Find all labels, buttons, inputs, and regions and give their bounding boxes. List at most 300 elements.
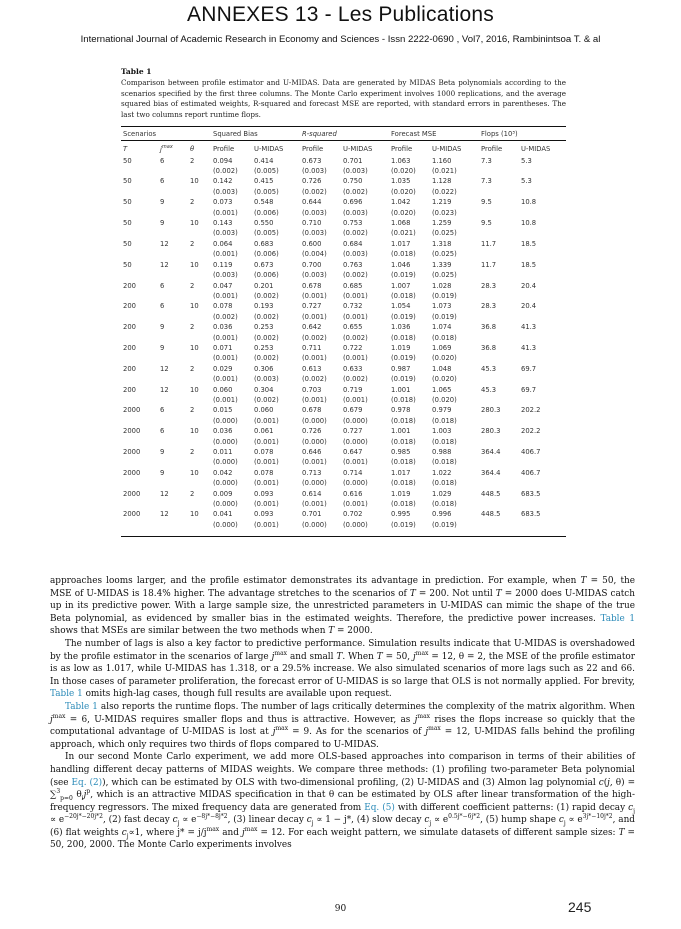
table-row	[121, 447, 566, 457]
sub-header: Profile	[213, 145, 235, 153]
table-cell: 1.063	[391, 156, 411, 165]
table-cell: 0.009	[213, 489, 233, 498]
table-cell: 1.069	[432, 343, 452, 352]
cross-reference-link[interactable]: Table 1	[600, 613, 635, 624]
cross-reference-link[interactable]: Eq. (2)	[71, 777, 103, 788]
math-symbol: j	[607, 777, 610, 788]
text-segment: ∝ e	[431, 815, 449, 826]
table-cell: 0.722	[343, 343, 363, 352]
table-cell: 10	[190, 427, 199, 436]
standard-error-cell: (0.003)	[343, 208, 368, 217]
standard-error-cell: (0.001)	[343, 312, 368, 321]
table-cell: 1.028	[432, 281, 452, 290]
table-cell: 0.093	[254, 510, 274, 519]
table-cell: 1.259	[432, 219, 452, 228]
table-cell: 200	[123, 323, 136, 332]
standard-error-cell: (0.002)	[343, 333, 368, 342]
standard-error-cell: (0.022)	[432, 187, 457, 196]
standard-error-cell: (0.021)	[432, 167, 457, 176]
table-cell: 448.5	[481, 489, 501, 498]
table-row	[121, 260, 566, 270]
standard-error-cell: (0.001)	[213, 291, 238, 300]
table-cell: 0.616	[343, 489, 363, 498]
table-cell: 0.987	[391, 364, 411, 373]
running-header: International Journal of Academic Research in Economy and Sciences - Issn 2222-0690 , Vol7, 2016, Rambinintsoa T. & al	[80, 34, 601, 45]
table-cell: 0.726	[302, 427, 322, 436]
standard-error-cell: (0.001)	[343, 500, 368, 509]
sub-header: θ	[190, 145, 195, 153]
table-cell: 0.710	[302, 219, 322, 228]
table-cell: 69.7	[521, 364, 537, 373]
table-cell: 9	[160, 448, 165, 457]
standard-error-cell: (0.002)	[343, 229, 368, 238]
table-cell: 0.644	[302, 198, 322, 207]
standard-error-cell: (0.020)	[391, 208, 416, 217]
standard-error-cell: (0.018)	[391, 500, 416, 509]
table-cell: 200	[123, 343, 136, 352]
table-cell: 10	[190, 219, 199, 228]
table-1	[121, 67, 566, 537]
table-row-standard-errors	[121, 187, 566, 197]
table-cell: 1.036	[391, 323, 411, 332]
standard-error-cell: (0.019)	[391, 354, 416, 363]
text-segment: j	[633, 807, 635, 815]
standard-error-cell: (0.003)	[254, 375, 279, 384]
standard-error-cell: (0.003)	[302, 208, 327, 217]
table-row-standard-errors	[121, 333, 566, 343]
math-symbol: j	[425, 727, 429, 738]
table-cell: 28.3	[481, 302, 497, 311]
table-cell: 0.201	[254, 281, 274, 290]
table-cell: 448.5	[481, 510, 501, 519]
standard-error-cell: (0.001)	[254, 520, 279, 529]
table-cell: 0.304	[254, 385, 274, 394]
text-segment: p=0	[60, 794, 73, 802]
table-cell: 0.726	[302, 177, 322, 186]
cross-reference-link[interactable]: Table 1	[50, 689, 83, 700]
standard-error-cell: (0.001)	[302, 500, 327, 509]
table-cell: 18.5	[521, 260, 537, 269]
standard-error-cell: (0.001)	[302, 395, 327, 404]
standard-error-cell: (0.002)	[213, 312, 238, 321]
text-segment: j	[126, 832, 129, 840]
table-cell: 0.753	[343, 219, 363, 228]
table-cell: 683.5	[521, 510, 541, 519]
table-cell: 11.7	[481, 260, 497, 269]
standard-error-cell: (0.018)	[391, 395, 416, 404]
math-symbol: T	[495, 588, 502, 599]
table-cell: 202.2	[521, 427, 541, 436]
table-cell: 0.673	[302, 156, 322, 165]
text-segment: and small	[287, 651, 337, 662]
table-cell: 12	[160, 489, 169, 498]
sub-header: U-MIDAS	[521, 145, 551, 153]
text-segment: ∝ e	[565, 815, 583, 826]
table-cell: 1.046	[391, 260, 411, 269]
table-cell: 0.614	[302, 489, 322, 498]
text-segment: ∝ e	[179, 815, 197, 826]
table-cell: 20.4	[521, 302, 537, 311]
standard-error-cell: (0.003)	[213, 229, 238, 238]
table-cell: 9	[160, 323, 165, 332]
table-cell: 45.3	[481, 385, 497, 394]
standard-error-cell: (0.018)	[391, 437, 416, 446]
table-cell: 0.015	[213, 406, 233, 415]
paragraph	[50, 701, 635, 751]
table-cell: 6	[160, 177, 165, 186]
text-segment: j	[177, 820, 180, 828]
table-row	[121, 322, 566, 332]
standard-error-cell: (0.001)	[213, 333, 238, 342]
text-segment: shows that MSEs are similar between the two methods when	[50, 626, 329, 637]
table-cell: 1.035	[391, 177, 411, 186]
table-cell: 6	[160, 302, 165, 311]
table-cell: 0.713	[302, 468, 322, 477]
table-cell: 0.683	[254, 239, 274, 248]
standard-error-cell: (0.000)	[213, 520, 238, 529]
standard-error-cell: (0.003)	[302, 271, 327, 280]
table-cell: 50	[123, 239, 132, 248]
standard-error-cell: (0.001)	[254, 479, 279, 488]
table-cell: 0.732	[343, 302, 363, 311]
table-cell: 5.3	[521, 177, 532, 186]
text-segment: ∝1, where j* = j/j	[128, 827, 207, 838]
table-cell: 0.727	[302, 302, 322, 311]
table-cell: 12	[160, 239, 169, 248]
table-cell: 0.696	[343, 198, 363, 207]
table-cell: 28.3	[481, 281, 497, 290]
table-row	[121, 281, 566, 291]
table-cell: 406.7	[521, 468, 541, 477]
text-segment: , (3) linear decay	[227, 815, 307, 826]
standard-error-cell: (0.000)	[302, 520, 327, 529]
text-segment: . When	[342, 651, 377, 662]
standard-error-cell: (0.002)	[254, 354, 279, 363]
table-cell: 0.036	[213, 427, 233, 436]
table-cell: 0.979	[432, 406, 452, 415]
standard-error-cell: (0.019)	[432, 312, 457, 321]
table-cell: 2	[190, 323, 195, 332]
table-cell: 20.4	[521, 281, 537, 290]
paragraph	[50, 638, 635, 701]
standard-error-cell: (0.001)	[254, 458, 279, 467]
standard-error-cell: (0.001)	[213, 208, 238, 217]
text-segment: 3j*−10j*2	[582, 813, 613, 821]
standard-error-cell: (0.020)	[391, 167, 416, 176]
text-segment: max	[206, 825, 220, 833]
table-cell: 0.633	[343, 364, 363, 373]
text-segment: ), which can be estimated by OLS with two-dimensional profiling, (2) U-MIDAS and (3) Almon lag polynomial	[102, 777, 599, 788]
page-number: 90	[334, 904, 347, 914]
table-row-standard-errors	[121, 499, 566, 509]
table-row-standard-errors	[121, 437, 566, 447]
table-cell: 0.078	[254, 468, 274, 477]
table-cell: 10.8	[521, 198, 537, 207]
table-cell: 202.2	[521, 406, 541, 415]
math-symbol: T	[580, 576, 587, 586]
table-cell: 10	[190, 302, 199, 311]
standard-error-cell: (0.002)	[343, 271, 368, 280]
text-segment: j	[311, 820, 314, 828]
sub-header: Profile	[302, 145, 324, 153]
standard-error-cell: (0.018)	[432, 416, 457, 425]
table-cell: 0.064	[213, 239, 233, 248]
table-row-standard-errors	[121, 520, 566, 537]
table-cell: 2000	[123, 448, 141, 457]
paragraph	[50, 751, 635, 852]
standard-error-cell: (0.005)	[254, 167, 279, 176]
math-symbol: c	[628, 802, 634, 813]
text-segment: θ	[72, 790, 82, 801]
body-text	[50, 575, 635, 852]
standard-error-cell: (0.018)	[391, 458, 416, 467]
standard-error-cell: (0.001)	[302, 354, 327, 363]
text-segment: max	[244, 825, 258, 833]
table-cell: 0.078	[213, 302, 233, 311]
table-cell: 0.978	[391, 406, 411, 415]
table-cell: 0.701	[302, 510, 322, 519]
table-cell: 36.8	[481, 323, 497, 332]
table-cell: 0.750	[343, 177, 363, 186]
table-cell: 50	[123, 198, 132, 207]
table-row	[121, 489, 566, 499]
math-symbol: c	[424, 815, 430, 826]
table-cell: 10	[190, 177, 199, 186]
table-cell: 2000	[123, 489, 141, 498]
table-cell: 0.029	[213, 364, 233, 373]
text-segment: and	[219, 827, 242, 838]
standard-error-cell: (0.003)	[213, 187, 238, 196]
standard-error-cell: (0.001)	[254, 416, 279, 425]
math-symbol: c	[121, 827, 127, 838]
table-cell: 2000	[123, 427, 141, 436]
standard-error-cell: (0.018)	[432, 479, 457, 488]
math-symbol: c	[558, 815, 564, 826]
standard-error-cell: (0.019)	[432, 291, 457, 300]
standard-error-cell: (0.002)	[254, 312, 279, 321]
standard-error-cell: (0.001)	[302, 312, 327, 321]
table-cell: 9	[160, 343, 165, 352]
standard-error-cell: (0.000)	[343, 520, 368, 529]
table-cell: 0.701	[343, 156, 363, 165]
table-row-standard-errors	[121, 478, 566, 488]
standard-error-cell: (0.000)	[213, 437, 238, 446]
table-cell: 1.029	[432, 489, 452, 498]
table-row	[121, 364, 566, 374]
table-cell: 0.550	[254, 219, 274, 228]
table-cell: 0.193	[254, 302, 274, 311]
table-cell: 9.5	[481, 198, 492, 207]
table-cell: 2000	[123, 468, 141, 477]
table-cell: 1.019	[391, 343, 411, 352]
table-cell: 1.054	[391, 302, 411, 311]
text-segment: (	[603, 777, 608, 788]
table-cell: 50	[123, 260, 132, 269]
table-cell: 1.001	[391, 427, 411, 436]
group-header-flops: Flops (10³)	[479, 127, 566, 141]
table-cell: 12	[160, 385, 169, 394]
table-cell: 0.142	[213, 177, 233, 186]
table-cell: 0.679	[343, 406, 363, 415]
table-row	[121, 343, 566, 353]
standard-error-cell: (0.019)	[391, 312, 416, 321]
table-cell: 2	[190, 239, 195, 248]
text-segment: = 2000.	[334, 626, 373, 637]
text-segment: j	[563, 820, 566, 828]
table-cell: 9.5	[481, 219, 492, 228]
table-cell: 0.060	[254, 406, 274, 415]
table-cell: 2	[190, 364, 195, 373]
table-cell: 0.143	[213, 219, 233, 228]
standard-error-cell: (0.025)	[432, 229, 457, 238]
standard-error-cell: (0.000)	[213, 416, 238, 425]
table-row-standard-errors	[121, 228, 566, 238]
standard-error-cell: (0.020)	[391, 187, 416, 196]
table-row-standard-errors	[121, 291, 566, 301]
standard-error-cell: (0.001)	[213, 250, 238, 259]
table-cell: 0.306	[254, 364, 274, 373]
math-symbol: j	[272, 727, 276, 738]
table-row	[121, 218, 566, 228]
table-cell: 0.655	[343, 323, 363, 332]
table-cell: 41.3	[521, 343, 537, 352]
standard-error-cell: (0.019)	[391, 271, 416, 280]
table-row-standard-errors	[121, 208, 566, 218]
table-cell: 1.339	[432, 260, 452, 269]
paragraph	[50, 575, 635, 638]
table-row-standard-errors	[121, 416, 566, 426]
table-cell: 0.600	[302, 239, 322, 248]
table-cell: 0.673	[254, 260, 274, 269]
text-segment: , θ) = ∑	[50, 777, 636, 801]
text-segment: = 6, U-MIDAS requires smaller flops and thus is attractive. However, as	[65, 714, 415, 725]
table-cell: 0.073	[213, 198, 233, 207]
table-cell: 0.995	[391, 510, 411, 519]
standard-error-cell: (0.001)	[302, 291, 327, 300]
table-cell: 5.3	[521, 156, 532, 165]
text-segment: = 200. Not until	[415, 588, 496, 599]
math-symbol: c	[172, 815, 178, 826]
standard-error-cell: (0.020)	[432, 375, 457, 384]
standard-error-cell: (0.005)	[254, 187, 279, 196]
table-cell: 0.093	[254, 489, 274, 498]
text-segment: with different coefficient patterns: (1) rapid decay	[394, 802, 629, 813]
standard-error-cell: (0.001)	[213, 354, 238, 363]
table-row	[121, 405, 566, 415]
standard-error-cell: (0.001)	[343, 458, 368, 467]
standard-error-cell: (0.001)	[254, 500, 279, 509]
table-cell: 0.985	[391, 448, 411, 457]
math-symbol: j	[271, 651, 275, 662]
table-cell: 200	[123, 385, 136, 394]
text-segment: = 12. For each weight pattern, we simulate datasets of different sample sizes:	[257, 827, 619, 838]
table-cell: 1.042	[391, 198, 411, 207]
table-cell: 7.3	[481, 177, 492, 186]
table-cell: 0.253	[254, 343, 274, 352]
standard-error-cell: (0.019)	[391, 520, 416, 529]
table-cell: 2000	[123, 406, 141, 415]
text-segment: j	[429, 820, 432, 828]
table-cell: 6	[160, 406, 165, 415]
table-cell: 0.727	[343, 427, 363, 436]
table-cell: 9	[160, 219, 165, 228]
standard-error-cell: (0.001)	[343, 291, 368, 300]
standard-error-cell: (0.000)	[343, 437, 368, 446]
table-cell: 0.078	[254, 448, 274, 457]
table-cell: 1.318	[432, 239, 452, 248]
text-segment: , (5) hump shape	[480, 815, 559, 826]
standard-error-cell: (0.025)	[432, 250, 457, 259]
table-cell: 0.988	[432, 448, 452, 457]
table-cell: 0.047	[213, 281, 233, 290]
standard-error-cell: (0.003)	[343, 250, 368, 259]
table-cell: 12	[160, 510, 169, 519]
table-row-standard-errors	[121, 312, 566, 322]
table-row	[121, 426, 566, 436]
table-cell: 10	[190, 343, 199, 352]
table-cell: 0.642	[302, 323, 322, 332]
text-segment: = 12, U-MIDAS falls behind the profiling approach, which only requires two thirds of flops compared to U-MIDAS.	[50, 727, 635, 750]
table-cell: 1.017	[391, 468, 411, 477]
group-header-r-squared: R-squared	[300, 127, 389, 141]
standard-error-cell: (0.001)	[343, 395, 368, 404]
table-cell: 0.119	[213, 260, 233, 269]
standard-error-cell: (0.018)	[432, 437, 457, 446]
standard-error-cell: (0.002)	[254, 291, 279, 300]
standard-error-cell: (0.001)	[254, 437, 279, 446]
table-cell: 0.763	[343, 260, 363, 269]
standard-error-cell: (0.000)	[213, 479, 238, 488]
table-cell: 1.017	[391, 239, 411, 248]
table-caption: Comparison between profile estimator and U-MIDAS. Data are generated by MIDAS Beta polynomials according to the scenarios specified by the first three columns. The Monte Carlo experiment involves 1000 replications, and the average squared bias of estimated weights, R-squared and forecast MSE are reported, with standard errors in parentheses. The last two columns report runtime flops.	[121, 78, 566, 119]
standard-error-cell: (0.002)	[254, 395, 279, 404]
table-cell: 36.8	[481, 343, 497, 352]
text-segment: 0.5j*−6j*2	[448, 813, 481, 821]
text-segment: = 50, 200, 2000. The Monte Carlo experiments involves	[50, 827, 635, 851]
cross-reference-link[interactable]: Eq. (5)	[364, 802, 395, 813]
table-cell: 50	[123, 177, 132, 186]
table-cell: 0.646	[302, 448, 322, 457]
table-cell: 11.7	[481, 239, 497, 248]
cross-reference-link[interactable]: Table 1	[65, 701, 98, 712]
standard-error-cell: (0.002)	[302, 333, 327, 342]
table-cell: 200	[123, 281, 136, 290]
table-cell: 1.019	[391, 489, 411, 498]
table-cell: 1.160	[432, 156, 452, 165]
table-cell: 0.011	[213, 448, 233, 457]
sub-header: U-MIDAS	[432, 145, 462, 153]
standard-error-cell: (0.004)	[302, 250, 327, 259]
table-cell: 2	[190, 198, 195, 207]
standard-error-cell: (0.018)	[391, 291, 416, 300]
text-segment: omits high-lag cases, though full results are available upon request.	[82, 689, 392, 700]
standard-error-cell: (0.000)	[213, 458, 238, 467]
standard-error-cell: (0.003)	[343, 167, 368, 176]
table-cell: 0.700	[302, 260, 322, 269]
table-cell: 2	[190, 156, 195, 165]
table-cell: 0.703	[302, 385, 322, 394]
math-symbol: j	[413, 651, 416, 662]
standard-error-cell: (0.002)	[254, 333, 279, 342]
standard-error-cell: (0.002)	[302, 375, 327, 384]
table-row	[121, 301, 566, 311]
math-symbol: j	[50, 714, 53, 725]
table-row-standard-errors	[121, 270, 566, 280]
table-cell: 12	[160, 364, 169, 373]
text-segment: max	[275, 725, 289, 733]
standard-error-cell: (0.018)	[432, 500, 457, 509]
standard-error-cell: (0.001)	[213, 395, 238, 404]
